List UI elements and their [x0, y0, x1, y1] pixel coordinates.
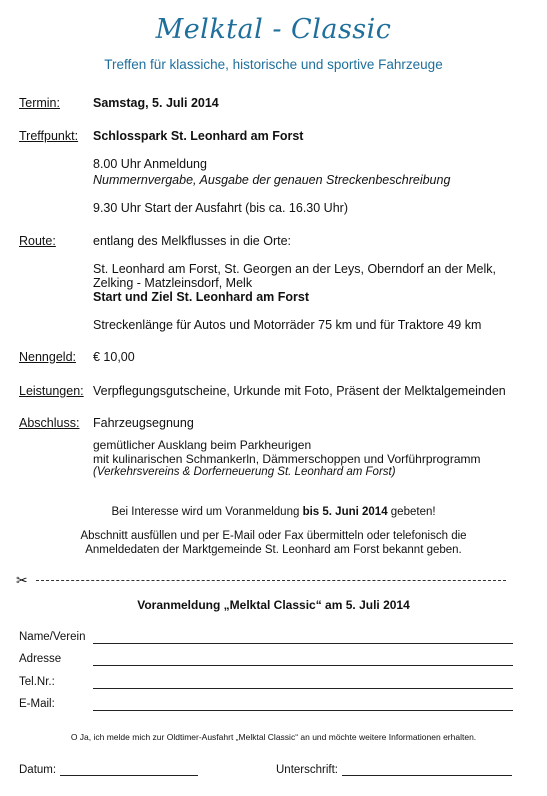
instructions-line1: Abschnitt ausfüllen und per E-Mail oder Fax übermitteln oder telefonisch die: [80, 530, 467, 542]
instructions-line2: Anmeldedaten der Marktgemeinde St. Leonhard am Forst bekannt geben.: [85, 544, 462, 556]
leistungen-value: Verpflegungsgutscheine, Urkunde mit Foto, Präsent der Melktalgemeinden: [93, 384, 506, 398]
leistungen-label: Leistungen:: [19, 384, 84, 398]
cut-line: [36, 580, 506, 581]
tel-label: Tel.Nr.:: [19, 676, 55, 688]
termin-value: Samstag, 5. Juli 2014: [93, 96, 219, 110]
abschluss-line3: mit kulinarischen Schmankerln, Dämmerschoppen und Vorführprogramm: [93, 452, 481, 466]
abschluss-label: Abschluss:: [19, 416, 80, 430]
confirm-checkbox[interactable]: O Ja, ich melde mich zur Oldtimer-Ausfahrt „Melktal Classic“ an und möchte weitere Informationen erhalten.: [70, 732, 477, 742]
abschluss-value: Fahrzeugsegnung: [93, 416, 194, 430]
route-label: Route:: [19, 234, 56, 248]
route-laenge: Streckenlänge für Autos und Motorräder 75 km und für Traktore 49 km: [93, 318, 482, 332]
anmeldung-time: 8.00 Uhr Anmeldung: [93, 157, 207, 171]
nenngeld-label: Nenngeld:: [19, 350, 76, 364]
unterschrift-label: Unterschrift:: [276, 764, 338, 776]
unterschrift-field[interactable]: [342, 775, 512, 776]
form-title: Voranmeldung „Melktal Classic“ am 5. Juli 2014: [137, 598, 410, 612]
abschluss-note: (Verkehrsvereins & Dorferneuerung St. Leonhard am Forst): [93, 466, 396, 478]
termin-label: Termin:: [19, 96, 60, 110]
datum-field[interactable]: [60, 775, 198, 776]
interest-before: Bei Interesse wird um Voranmeldung: [111, 506, 303, 518]
route-intro: entlang des Melkflusses in die Orte:: [93, 234, 292, 248]
scissors-icon: ✂: [16, 572, 28, 588]
subtitle: Treffen für klassiche, historische und sportive Fahrzeuge: [104, 57, 443, 72]
interest-text: [0, 505, 547, 520]
adresse-field[interactable]: [93, 665, 513, 666]
route-orte-line1: St. Leonhard am Forst, St. Georgen an der Leys, Oberndorf an der Melk,: [93, 262, 496, 276]
name-label: Name/Verein: [19, 631, 86, 643]
interest-after: gebeten!: [387, 506, 436, 518]
email-field[interactable]: [93, 710, 513, 711]
start-time: 9.30 Uhr Start der Ausfahrt (bis ca. 16.30 Uhr): [93, 201, 348, 215]
page-title: Melktal - Classic: [155, 14, 392, 45]
route-start-ziel: Start und Ziel St. Leonhard am Forst: [93, 290, 309, 304]
treffpunkt-value: Schlosspark St. Leonhard am Forst: [93, 129, 304, 143]
nenngeld-value: € 10,00: [93, 350, 135, 364]
adresse-label: Adresse: [19, 653, 62, 665]
name-field[interactable]: [93, 643, 513, 644]
interest-deadline: bis 5. Juni 2014: [302, 506, 388, 518]
abschluss-line2: gemütlicher Ausklang beim Parkheurigen: [93, 438, 312, 452]
datum-label: Datum:: [19, 764, 57, 776]
treffpunkt-label: Treffpunkt:: [19, 129, 79, 143]
email-label: E-Mail:: [19, 698, 55, 710]
anmeldung-note: Nummernvergabe, Ausgabe der genauen Streckenbeschreibung: [93, 173, 451, 187]
tel-field[interactable]: [93, 688, 513, 689]
route-orte-line2: Zelking - Matzleinsdorf, Melk: [93, 276, 253, 290]
